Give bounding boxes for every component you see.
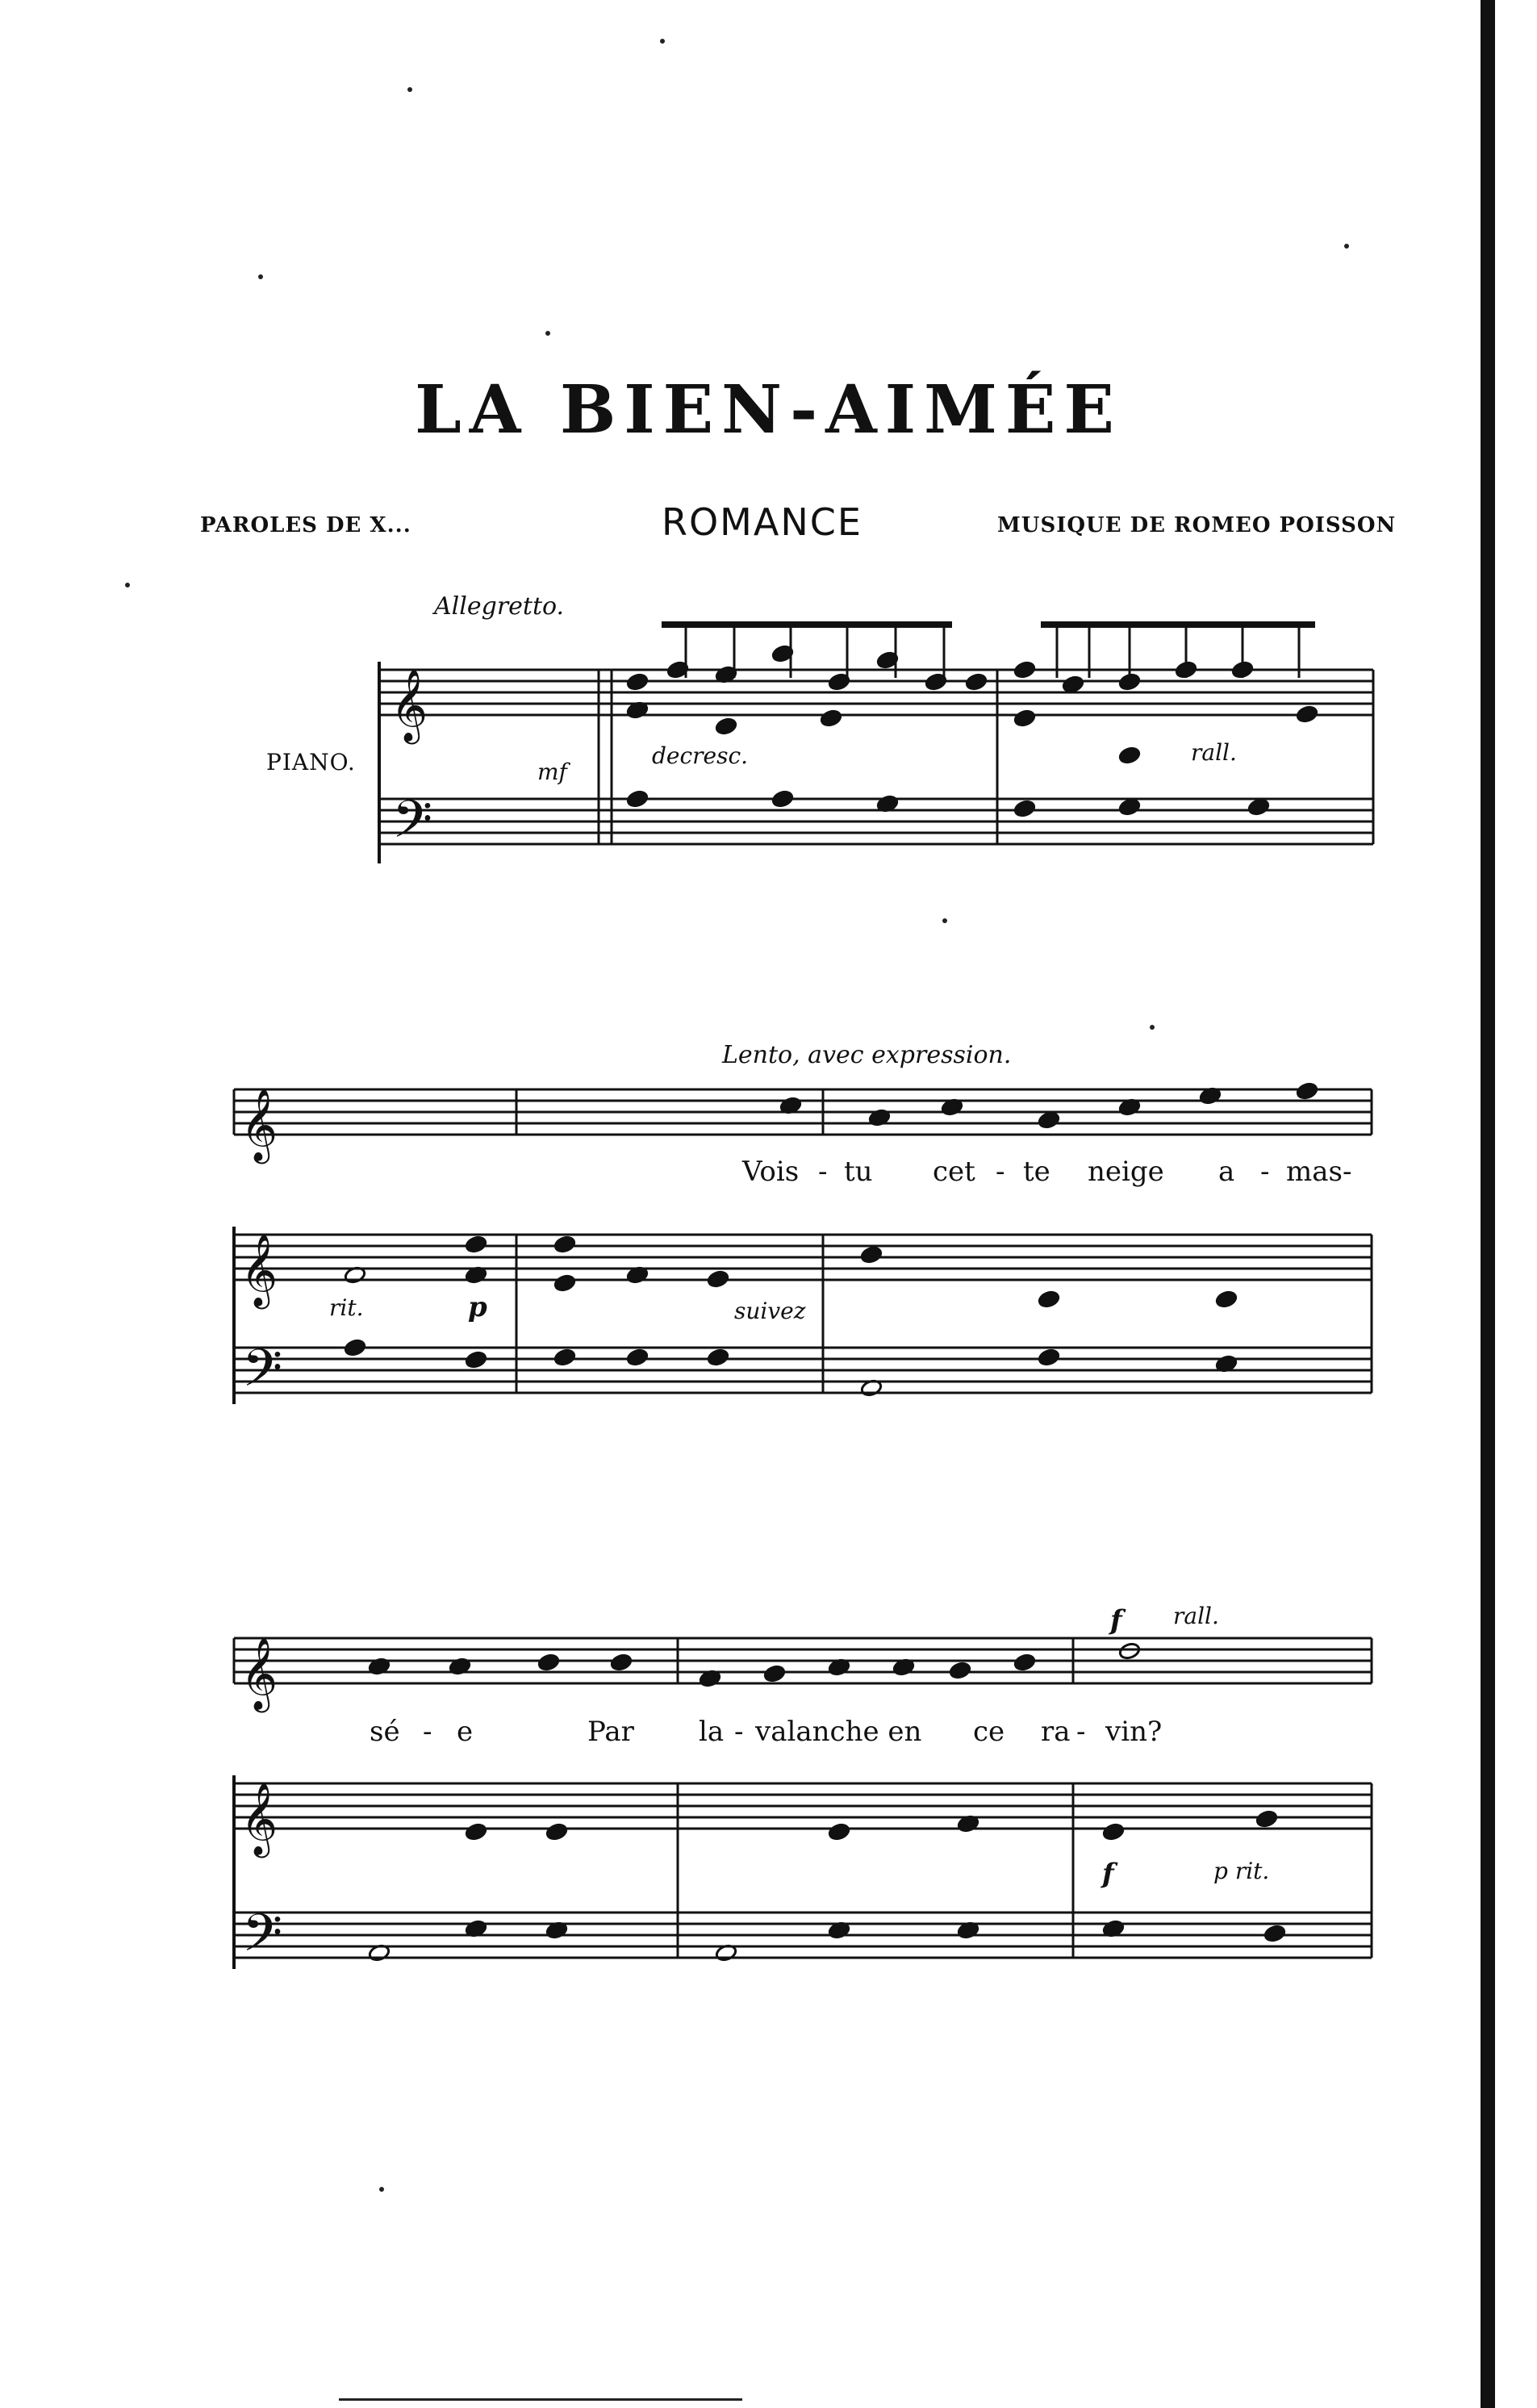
lyric-syllable: ce [973,1716,1005,1748]
note-head [344,1338,366,1357]
lyric-hyphen: - [996,1156,1005,1188]
note-head [1038,1348,1060,1366]
lyric-syllable: ra [1041,1716,1071,1748]
note-head [1013,1653,1036,1671]
tempo-marking: Lento, avec expression. [722,1041,1012,1069]
lyric-hyphen: - [818,1156,828,1188]
note-head [715,717,737,735]
composer-credit: MUSIQUE DE ROMEO POISSON [997,513,1397,537]
note-head [1255,1809,1278,1828]
note-head [465,1235,487,1253]
note-head [1013,709,1036,727]
note-head [1118,1641,1141,1660]
note-head [707,1348,729,1366]
note-head [965,672,988,691]
lyricist-credit: PAROLES DE X... [200,513,411,537]
clef: 𝄞 [240,1783,278,1855]
dynamic-marking: rit. [329,1294,364,1321]
note-head [626,1348,649,1366]
beam [1041,621,1315,628]
note-head [1296,1081,1318,1100]
dynamic-marking: f [1102,1858,1114,1890]
note-head [707,1269,729,1288]
lyric-hyphen: - [1260,1156,1270,1188]
lyric-syllable: la [699,1716,725,1748]
lyric-syllable: tu [844,1156,873,1188]
note-head [465,1350,487,1369]
lyric-hyphen: - [734,1716,744,1748]
note-head [553,1273,576,1292]
dynamic-marking: suivez [734,1298,806,1324]
note-head [1102,1822,1125,1841]
note-head [860,1245,883,1264]
note-head [626,672,649,691]
note-head [1296,704,1318,723]
dynamic-marking: rall. [1191,739,1237,766]
note-head [949,1661,971,1679]
note-head [1038,1110,1060,1129]
note-head [465,1822,487,1841]
note-head [626,789,649,808]
note-head [1062,675,1084,693]
note-head [610,1653,633,1671]
clef: 𝄢 [242,1904,283,1976]
lyric-syllable: vin? [1105,1716,1163,1748]
dynamic-marking: p rit. [1213,1858,1270,1884]
note-head [1263,1924,1286,1942]
note-head [1038,1290,1060,1308]
tempo-marking: Allegretto. [434,592,565,621]
clef: 𝄞 [391,669,428,742]
song-title: LA BIEN-AIMÉE [415,371,1122,449]
note-head [1118,746,1141,764]
lyric-syllable: Par [587,1716,634,1748]
lyric-syllable: Vois [742,1156,800,1188]
dynamic-marking: p [468,1291,487,1323]
clef: 𝄞 [240,1637,278,1710]
note-head [828,1822,850,1841]
lyric-syllable: e [457,1716,474,1748]
clef: 𝄞 [240,1089,278,1161]
lyric-hyphen: - [423,1716,432,1748]
dynamic-marking: mf [537,759,567,785]
lyric-syllable: te [1023,1156,1050,1188]
note-head [537,1653,560,1671]
genre-label: ROMANCE [662,500,862,544]
note-head [545,1822,568,1841]
note-head [1215,1290,1238,1308]
lyric-syllable: mas- [1286,1156,1352,1188]
lyric-syllable: neige [1088,1156,1164,1188]
note-head [1118,797,1141,816]
lyric-syllable: cet [933,1156,975,1188]
note-head [1247,797,1270,816]
note-head [763,1664,786,1683]
lyric-hyphen: - [1076,1716,1086,1748]
clef: 𝄢 [242,1339,283,1411]
instrument-label: PIANO. [266,749,356,775]
lyric-syllable: sé [370,1716,400,1748]
note-head [771,789,794,808]
clef: 𝄞 [240,1234,278,1306]
dynamic-marking: rall. [1173,1603,1219,1629]
lyric-syllable: valanche en [755,1716,922,1748]
note-head [820,709,842,727]
beam [662,621,952,628]
dynamic-marking: f [1110,1604,1122,1637]
note-head [1013,660,1036,679]
lyric-syllable: a [1218,1156,1235,1188]
clef: 𝄢 [392,790,433,863]
dynamic-marking: decresc. [652,742,749,769]
note-head [553,1235,576,1253]
note-head [553,1348,576,1366]
note-head [1013,799,1036,817]
